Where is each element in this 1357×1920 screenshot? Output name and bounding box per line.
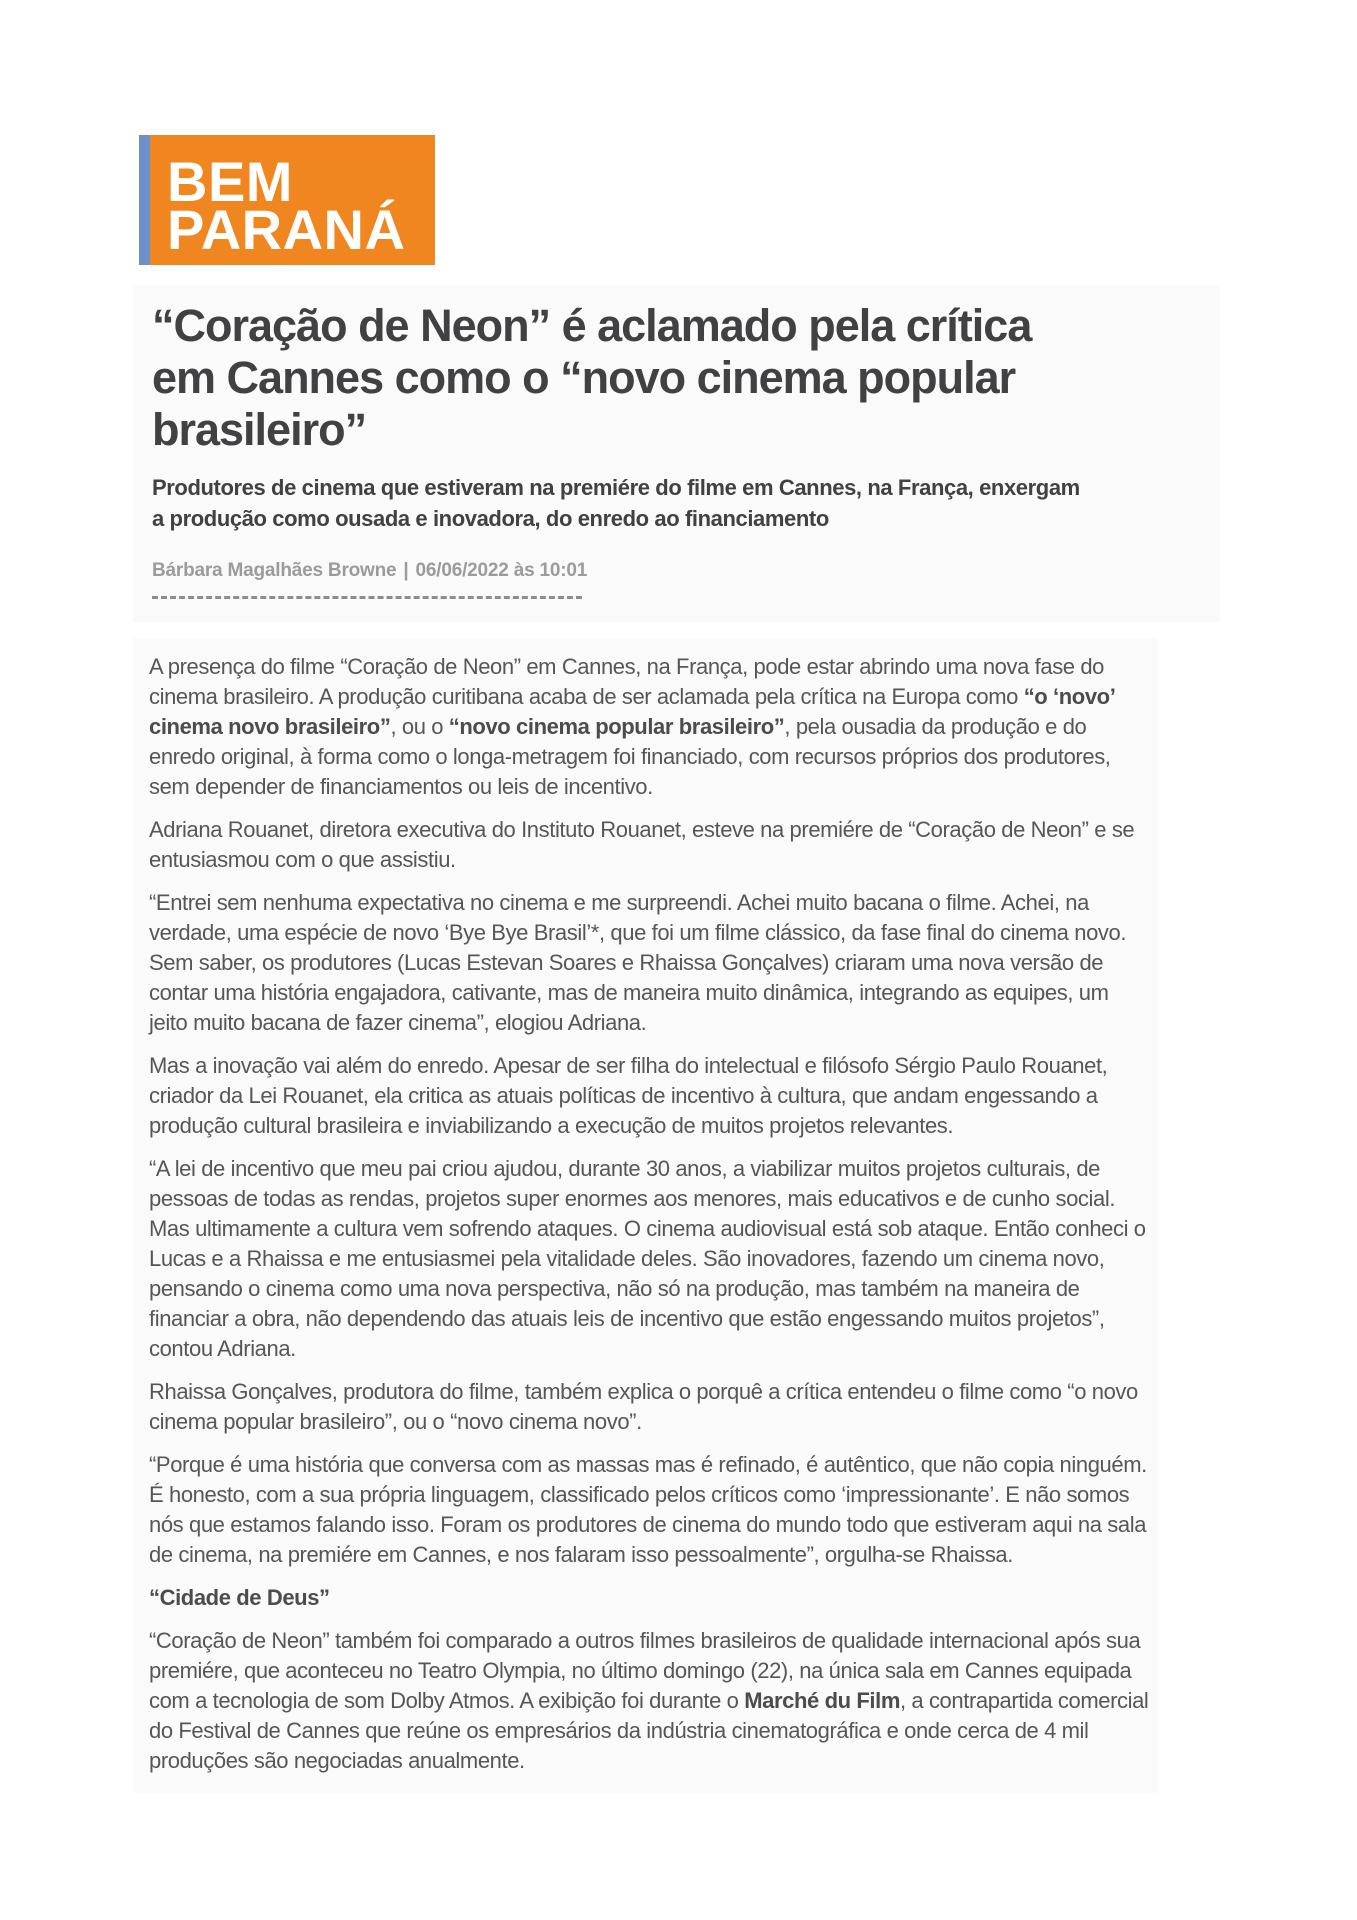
text-run: “A lei de incentivo que meu pai criou ajudou, durante 30 anos, a viabilizar muitos projetos culturais, de pessoas de todas as rendas, projetos super enormes aos menores, mais educativos e de cunho social. Mas ultimamente a cultura vem sofrendo ataques. O cinema audiovisual está sob ataque. Então conheci o Lucas e a Rhaissa e me entusiasmei pela vitalidade deles. São inovadores, fazendo um cinema novo, pensando o cinema como uma nova perspectiva, não só na produção, mas também na maneira de financiar a obra, não dependendo das atuais leis de incentivo que estão engessando muitos projetos”, contou Adriana.	[149, 1156, 1146, 1361]
paragraph	[149, 1377, 1151, 1437]
paragraph	[149, 1450, 1151, 1570]
bold-text-run: “o ‘novo’ cinema novo brasileiro”	[149, 684, 1115, 739]
bold-text-run: “Cidade de Deus”	[149, 1585, 330, 1610]
article-body	[133, 638, 1158, 1793]
paragraph	[149, 652, 1151, 802]
text-run: Adriana Rouanet, diretora executiva do Instituto Rouanet, esteve na premiére de “Coração de Neon” e se entusiasmou com o que assistiu.	[149, 817, 1135, 872]
dashed-divider	[152, 596, 582, 599]
text-run: “Entrei sem nenhuma expectativa no cinema e me surpreendi. Achei muito bacana o filme. Achei, na verdade, uma espécie de novo ‘Bye Bye Brasil’*, que foi um filme clássico, da fase final do cinema novo. Sem saber, os produtores (Lucas Estevan Soares e Rhaissa Gonçalves) criaram uma nova versão de contar uma história engajadora, cativante, mas de maneira muito dinâmica, integrando as equipes, um jeito muito bacana de fazer cinema”, elogiou Adriana.	[149, 890, 1127, 1035]
text-run: , a contrapartida comercial do Festival de Cannes que reúne os empresários da indústria cinematográfica e onde cerca de 4 mil produções são negociadas anualmente.	[149, 1688, 1149, 1773]
logo-orange-box	[150, 135, 435, 265]
logo-text-line-1: BEM	[167, 150, 293, 213]
byline	[152, 560, 1200, 582]
section-heading	[149, 1583, 1151, 1613]
text-run: Rhaissa Gonçalves, produtora do filme, também explica o porquê a crítica entendeu o filme como “o novo cinema popular brasileiro”, ou o “novo cinema novo”.	[149, 1379, 1138, 1434]
paragraph	[149, 1051, 1151, 1141]
logo-blue-strip	[139, 135, 150, 265]
byline-author: Bárbara Magalhães Browne	[152, 560, 397, 581]
article-header	[133, 285, 1220, 622]
logo-text-line-2: PARANÁ	[167, 198, 406, 261]
paragraph	[149, 815, 1151, 875]
text-run: , ou o	[390, 714, 449, 739]
bold-text-run: Marché du Film	[744, 1688, 900, 1713]
text-run: “Porque é uma história que conversa com as massas mas é refinado, é autêntico, que não copia ninguém. É honesto, com a sua própria linguagem, classificado pelos críticos como ‘impressionante’. E não somos nós que estamos falando isso. Foram os produtores de cinema do mundo todo que estiveram aqui na sala de cinema, na premiére em Cannes, e nos falaram isso pessoalmente”, orgulha-se Rhaissa.	[149, 1452, 1147, 1567]
bem-parana-logo[interactable]	[139, 135, 435, 265]
text-run: “Coração de Neon” também foi comparado a outros filmes brasileiros de qualidade internacional após sua premiére, que aconteceu no Teatro Olympia, no último domingo (22), na única sala em Cannes equipada com a tecnologia de som Dolby Atmos. A exibição foi durante o	[149, 1628, 1141, 1713]
byline-separator: |	[403, 560, 409, 581]
byline-datetime: 06/06/2022 às 10:01	[415, 560, 588, 581]
text-run: , pela ousadia da produção e do enredo original, à forma como o longa-metragem foi financiado, com recursos próprios dos produtores, sem depender de financiamentos ou leis de incentivo.	[149, 714, 1111, 799]
bold-text-run: “novo cinema popular brasileiro”	[448, 714, 785, 739]
text-run: Mas a inovação vai além do enredo. Apesar de ser filha do intelectual e filósofo Sérgio Paulo Rouanet, criador da Lei Rouanet, ela critica as atuais políticas de incentivo à cultura, que andam engessando a produção cultural brasileira e inviabilizando a execução de muitos projetos relevantes.	[149, 1053, 1108, 1138]
paragraph	[149, 1154, 1151, 1364]
paragraph	[149, 888, 1151, 1038]
paragraph	[149, 1626, 1151, 1776]
article-title: “Coração de Neon” é aclamado pela crítica em Cannes como o “novo cinema popular brasileiro”	[152, 300, 1032, 455]
article-subtitle: Produtores de cinema que estiveram na premiére do filme em Cannes, na França, enxergam a produção como ousada e inovadora, do enredo ao financiamento	[152, 475, 1080, 531]
text-run: A presença do filme “Coração de Neon” em Cannes, na França, pode estar abrindo uma nova fase do cinema brasileiro. A produção curitibana acaba de ser aclamada pela crítica na Europa como	[149, 654, 1105, 709]
